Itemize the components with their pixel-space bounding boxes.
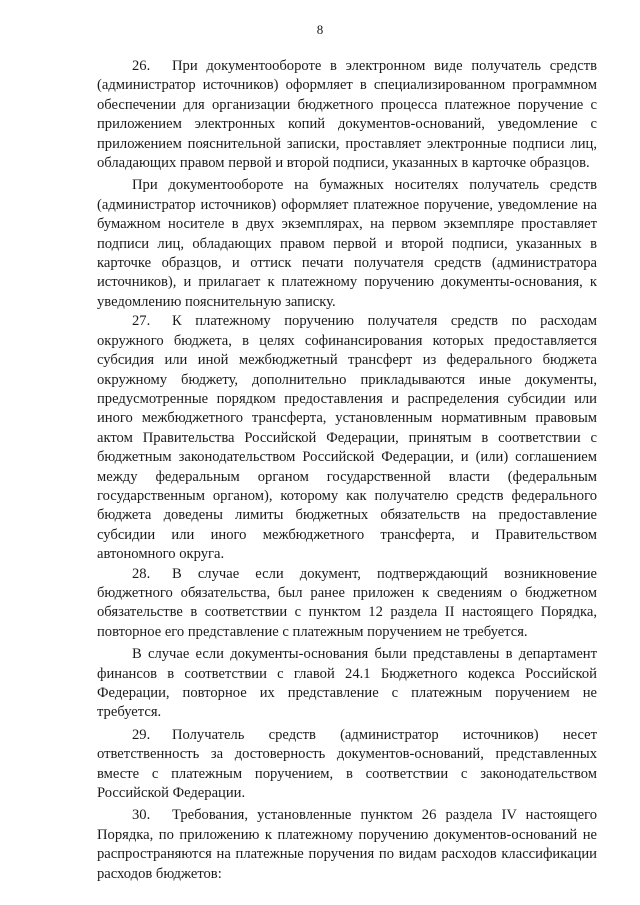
paragraph-27	[97, 312, 597, 564]
paragraph-text: В случае если документ, подтверждающий возникновение бюджетного обязательства, был ранее приложен к сведениям о бюджетном обязательстве в соответствии с пунктом 12 раздела II настоящего Порядка, повторное его представление с платежным поручением не требуется.	[97, 565, 597, 640]
paragraph-text: К платежному поручению получателя средств по расходам окружного бюджета, в целях софинансирования которых предоставляется субсидия или иной межбюджетный трансферт из федерального бюджета окружному бюджету, дополнительно прикладываются иные документы, предусмотренные порядком предоставления и распределения субсидии или иного межбюджетного трансферта, установленным нормативным правовым актом Правительства Российской Федерации, принятым в соответствии с бюджетным законодательством Российской Федерации, и (или) соглашением между федеральным органом государственной власти (федеральным государственным органом), которому как получателю средств федерального бюджета доведены лимиты бюджетных обязательств на предоставление субсидии или иного межбюджетного трансферта, и Правительством автономного округа.	[97, 313, 597, 563]
paragraph-28	[97, 565, 597, 643]
paragraph-number: 27.	[132, 313, 151, 330]
page-number: 8	[316, 22, 324, 37]
document-body	[97, 57, 597, 884]
paragraph-number: 26.	[132, 58, 151, 74]
paragraph-26	[97, 57, 597, 173]
paragraph-number: 30.	[132, 807, 151, 824]
paragraph-30	[97, 806, 597, 884]
paragraph-26-paper	[97, 176, 597, 312]
paragraph-28-finance	[97, 645, 597, 723]
paragraph-text: При документообороте на бумажных носителях получатель средств (администратор источников) оформляет платежное поручение, уведомление на бумажном носителе в двух экземплярах, на первом экземпляре проставляет подписи лиц, обладающих правом первой и второй подписи, указанных в карточке образцов, и оттиск печати получателя средств (администратора источников), и прилагает к платежному поручению документы-основания, к уведомлению пояснительную записку.	[97, 177, 597, 310]
paragraph-text: В случае если документы-основания были представлены в департамент финансов в соответствии с главой 24.1 Бюджетного кодекса Российской Федерации, повторное их представление с платежным поручением не требуется.	[97, 646, 597, 721]
paragraph-text: Требования, установленные пунктом 26 раздела IV настоящего Порядка, по приложению к платежному поручению документов-оснований не распространяются на платежные поручения по видам расходов классификации расходов бюджетов:	[97, 807, 597, 882]
paragraph-text: При документообороте в электронном виде получатель средств (администратор источников) оформляет в специализированном программном обеспечении для организации бюджетного процесса платежное поручение с приложением электронных копий документов-оснований, уведомление с приложением пояснительной записки, проставляет электронные подписи лиц, обладающих правом первой и второй подписи, указанных в карточке образцов.	[97, 58, 597, 172]
paragraph-number: 29.	[132, 726, 151, 743]
paragraph-number: 28.	[132, 565, 151, 582]
paragraph-text: Получатель средств (администратор источников) несет ответственность за достоверность документов-оснований, представленных вместе с платежным поручением, в соответствии с законодательством Российской Федерации.	[97, 726, 597, 802]
paragraph-29	[97, 726, 597, 804]
